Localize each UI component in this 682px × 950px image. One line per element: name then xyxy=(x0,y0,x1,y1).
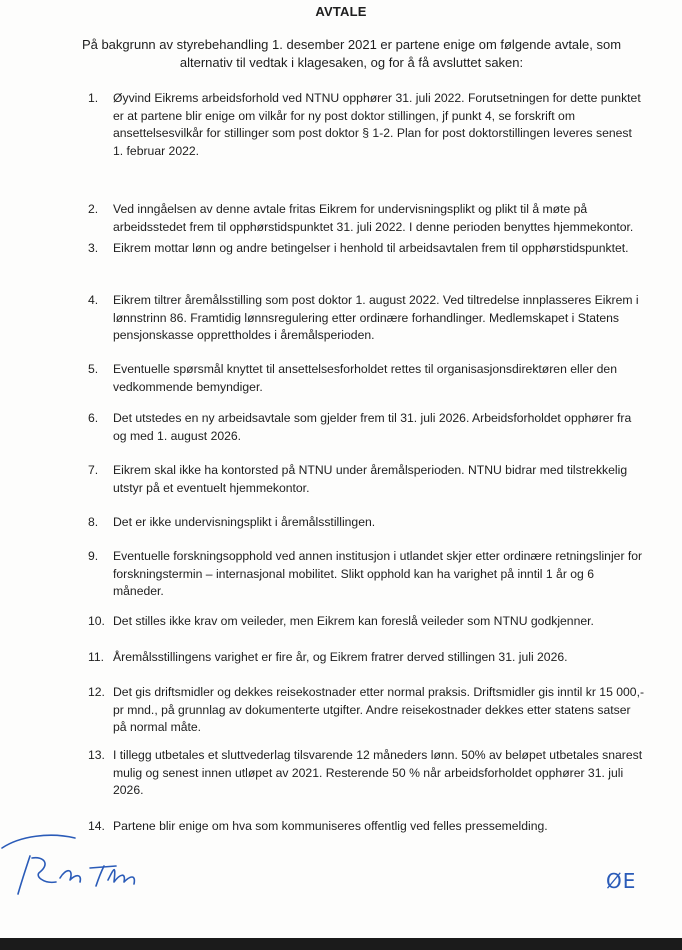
item-number: 3. xyxy=(88,241,99,255)
item-text: Partene blir enige om hva som kommuniseres offentlig ved felles pressemelding. xyxy=(113,819,548,833)
item-text: Det utstedes en ny arbeidsavtale som gjelder frem til 31. juli 2026. Arbeidsforholdet opphører fra og med 1. august 2026. xyxy=(113,411,632,443)
intro-paragraph: På bakgrunn av styrebehandling 1. desember 2021 er partene enige om følgende avtale, som alternativ til vedtak i klagesaken, og for å få avsluttet saken: xyxy=(81,37,622,70)
list-item xyxy=(88,90,648,160)
list-item xyxy=(88,514,648,532)
item-number: 12. xyxy=(88,685,105,699)
item-number: 6. xyxy=(88,411,99,425)
item-number: 8. xyxy=(88,515,99,529)
item-number: 2. xyxy=(88,202,99,216)
item-text: Eventuelle forskningsopphold ved annen institusjon i utlandet skjer etter ordinære retningslinjer for forskningstermin – internasjonal mobilitet. Slikt opphold kan ha varighet på inntil 1 år og 6 måneder. xyxy=(113,549,643,598)
document-title: AVTALE xyxy=(315,4,367,19)
item-text: Det gis driftsmidler og dekkes reisekostnader etter normal praksis. Driftsmidler gis inntil kr 15 000,- pr mnd., på grunnlag av dokumenterte utgifter. Andre reisekostnader dekkes etter statens satser på normal måte. xyxy=(113,685,645,734)
list-item xyxy=(88,240,648,258)
item-text: Det stilles ikke krav om veileder, men Eikrem kan foreslå veileder som NTNU godkjenner. xyxy=(113,614,594,628)
item-text: Eventuelle spørsmål knyttet til ansettelsesforholdet rettes til organisasjonsdirektøren eller den vedkommende bemyndiger. xyxy=(113,362,617,394)
list-item xyxy=(88,818,648,836)
item-number: 9. xyxy=(88,549,99,563)
handwritten-signature xyxy=(0,828,160,908)
item-number: 7. xyxy=(88,463,99,477)
bottom-bar xyxy=(0,938,682,950)
list-item xyxy=(88,684,648,737)
item-text: I tillegg utbetales et sluttvederlag tilsvarende 12 måneders lønn. 50% av beløpet utbetales snarest mulig og senest innen utløpet av 2021. Resterende 50 % når arbeidsforholdet opphører 31. juli 2026. xyxy=(113,748,643,797)
list-item xyxy=(88,548,648,601)
item-text: Ved inngåelsen av denne avtale fritas Eikrem for undervisningsplikt og plikt til å møte på arbeidsstedet frem til opphørstidspunktet 31. juli 2022. I denne perioden benyttes hjemmekontor. xyxy=(113,202,634,234)
list-item xyxy=(88,613,648,631)
item-text: Øyvind Eikrems arbeidsforhold ved NTNU opphører 31. juli 2022. Forutsetningen for dette punktet er at partene blir enige om vilkår for ny post doktor stillingen, jf punkt 4, se forskrift om ansettelsesvilkår for stillinger som post doktor § 1-2. Plan for post doktorstillingen leveres senest 1. februar 2022. xyxy=(113,91,641,158)
item-number: 5. xyxy=(88,362,99,376)
item-number: 4. xyxy=(88,293,99,307)
item-text: Eikrem mottar lønn og andre betingelser i henhold til arbeidsavtalen frem til opphørstidspunktet. xyxy=(113,241,629,255)
item-number: 14. xyxy=(88,819,105,833)
item-number: 10. xyxy=(88,614,105,628)
list-item xyxy=(88,410,648,445)
item-text: Eikrem tiltrer åremålsstilling som post doktor 1. august 2022. Ved tiltredelse innplasseres Eikrem i lønnstrinn 86. Framtidig lønnsregulering etter ordinære forhandlinger. Medlemskapet i Statens pensjonskasse opprettholdes i åremålsperioden. xyxy=(113,293,639,342)
item-text: Det er ikke undervisningsplikt i åremålsstillingen. xyxy=(113,515,376,529)
item-number: 13. xyxy=(88,748,105,762)
item-text: Åremålsstillingens varighet er fire år, og Eikrem fratrer derved stillingen 31. juli 2026. xyxy=(113,650,568,664)
list-item xyxy=(88,361,648,396)
list-item xyxy=(88,649,648,667)
initials-mark: ØE xyxy=(606,869,637,893)
list-item xyxy=(88,747,648,800)
list-item xyxy=(88,201,648,236)
item-text: Eikrem skal ikke ha kontorsted på NTNU under åremålsperioden. NTNU bidrar med tilstrekkelig utstyr på et eventuelt hjemmekontor. xyxy=(113,463,628,495)
item-number: 11. xyxy=(88,650,105,664)
item-number: 1. xyxy=(88,91,99,105)
list-item xyxy=(88,462,648,497)
list-item xyxy=(88,292,648,345)
